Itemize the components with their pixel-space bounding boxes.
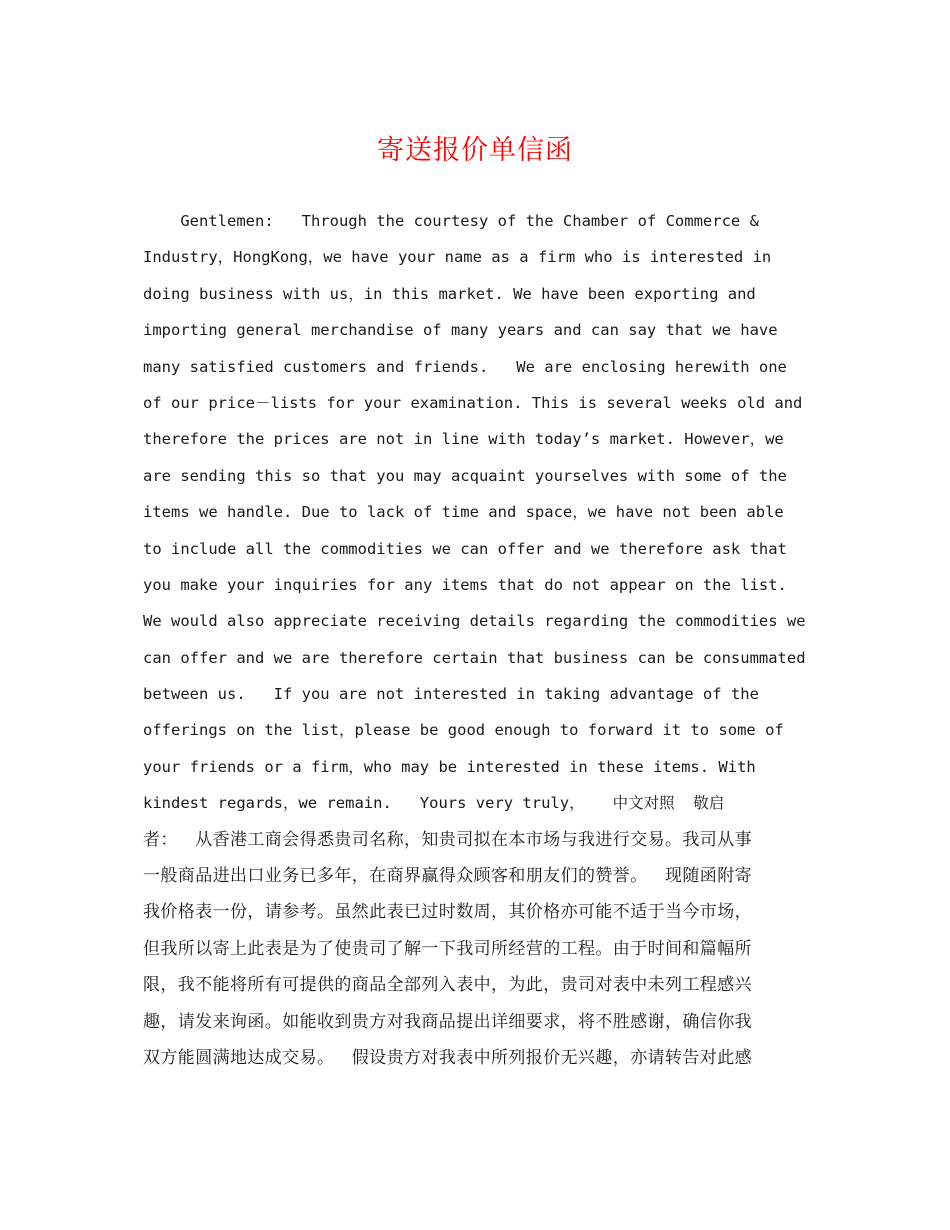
- text-line: to include all the commodities we can offer and we therefore ask that: [143, 539, 787, 558]
- text-line: We would also appreciate receiving details regarding the commodities we: [143, 612, 806, 631]
- text-line: Industry，HongKong，we have your name as a firm who is interested in: [143, 248, 772, 267]
- text-line: importing general merchandise of many years and can say that we have: [143, 321, 778, 340]
- text-line: 双方能圆满地达成交易。 假设贵方对我表中所列报价无兴趣，亦请转告对此感: [143, 1047, 753, 1068]
- text-line: between us. If you are not interested in taking advantage of the: [143, 685, 759, 704]
- text-line: kindest regards，we remain. Yours very truly， 中文对照 敬启: [143, 794, 725, 813]
- text-line: of our price－lists for your examination. This is several weeks old and: [143, 393, 803, 412]
- text-line: 者： 从香港工商会得悉贵司名称，知贵司拟在本市场与我进行交易。我司从事: [143, 829, 753, 850]
- text-line: your friends or a firm，who may be interested in these items. With: [143, 757, 756, 776]
- text-line: you make your inquiries for any items that do not appear on the list.: [143, 575, 787, 594]
- text-line: items we handle. Due to lack of time and space，we have not been able: [143, 503, 784, 522]
- text-line: are sending this so that you may acquaint yourselves with some of the: [143, 466, 787, 485]
- text-line: 趣，请发来询函。如能收到贵方对我商品提出详细要求，将不胜感谢，确信你我: [143, 1011, 752, 1032]
- text-line: 但我所以寄上此表是为了使贵司了解一下我司所经营的工程。由于时间和篇幅所: [143, 938, 752, 959]
- text-line: can offer and we are therefore certain that business can be consummated: [143, 648, 806, 667]
- text-line: 我价格表一份，请参考。虽然此表已过时数周，其价格亦可能不适于当今市场，: [143, 902, 752, 923]
- text-line: 限，我不能将所有可提供的商品全部列入表中，为此，贵司对表中未列工程感兴: [143, 975, 752, 996]
- letter-body: [143, 203, 807, 1076]
- text-line: Gentlemen: Through the courtesy of the Chamber of Commerce &: [143, 212, 759, 230]
- page-title: 寄送报价单信函: [377, 135, 573, 166]
- text-line: doing business with us，in this market. We have been exporting and: [143, 284, 756, 303]
- text-line: offerings on the list，please be good enough to forward it to some of: [143, 721, 784, 740]
- text-line: therefore the prices are not in line with today’s market. However，we: [143, 430, 784, 449]
- text-line: many satisfied customers and friends. We are enclosing herewith one: [143, 357, 787, 376]
- text-line: 一般商品进出口业务已多年，在商界赢得众顾客和朋友们的赞誉。 现随函附寄: [143, 866, 753, 887]
